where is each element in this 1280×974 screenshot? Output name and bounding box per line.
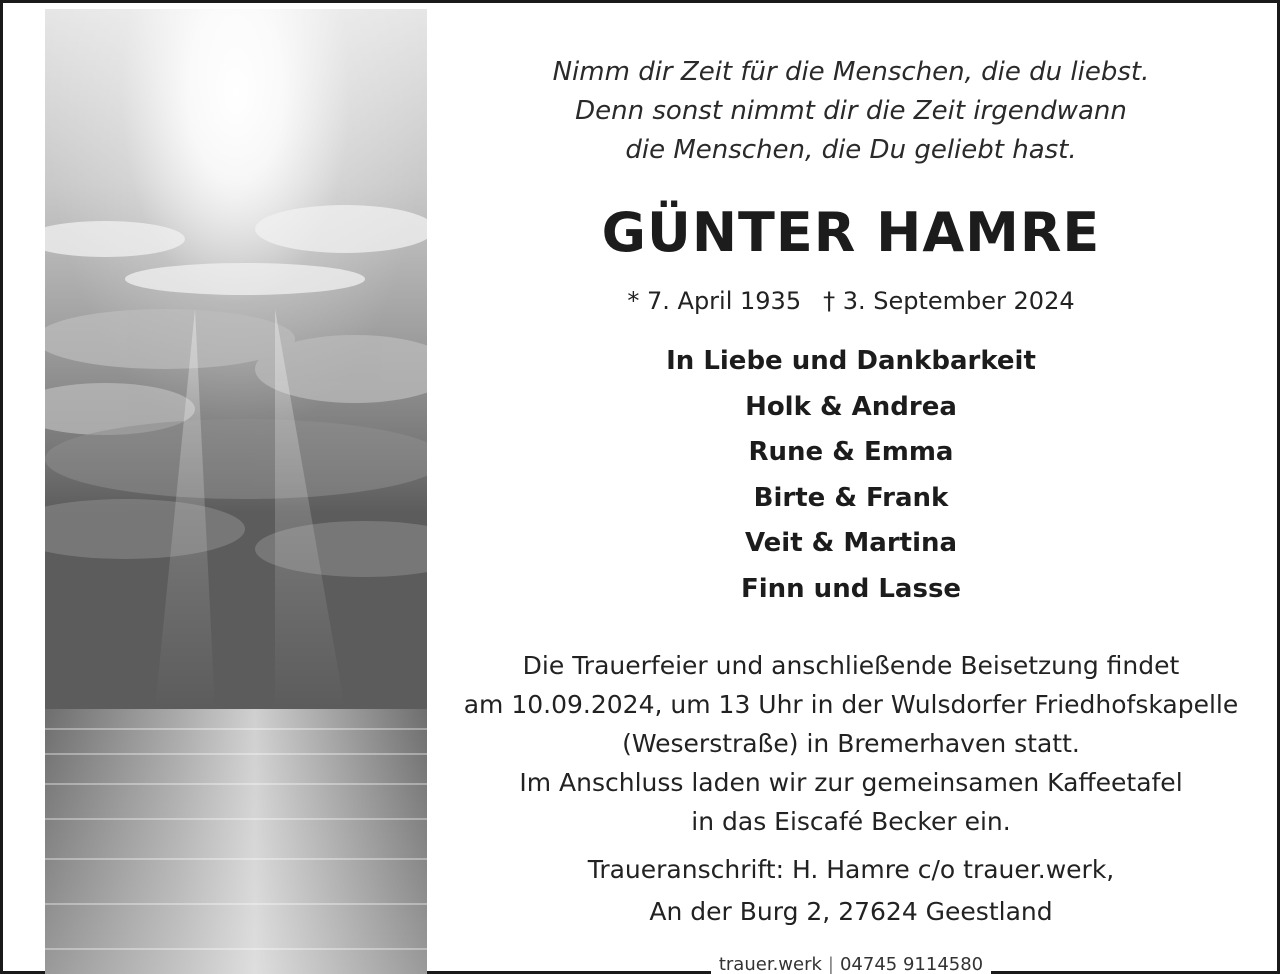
footer-divider: | [827,954,834,974]
mourning-address [443,849,1259,933]
ceremony-line: (Weserstraße) in Bremerhaven statt. [622,729,1080,758]
address-line: An der Burg 2, 27624 Geestland [649,897,1053,926]
mourners-intro: In Liebe und Dankbarkeit [666,346,1036,376]
footer [443,953,1259,974]
mourner-name: Holk & Andrea [745,391,957,422]
death-date: † 3. September 2024 [823,287,1075,315]
birth-date: * 7. April 1935 [627,287,802,315]
life-dates [443,284,1259,318]
quote-line: die Menschen, die Du geliebt hast. [625,135,1077,165]
notice-text [443,3,1259,974]
ceremony-details [443,646,1259,841]
ceremony-line: Die Trauerfeier und anschließende Beisetzung findet [522,651,1180,680]
ceremony-line: Im Anschluss laden wir zur gemeinsamen Kaffeetafel [519,768,1183,797]
quote-line: Nimm dir Zeit für die Menschen, die du liebst. [552,57,1150,87]
sun-over-sea-icon [45,9,427,974]
mourner-name: Birte & Frank [753,482,949,513]
mourner-name: Finn und Lasse [740,573,962,604]
memorial-quote [443,53,1259,170]
footer-phone: 04745 9114580 [839,954,984,974]
sun-over-sea-image [45,9,427,974]
footer-company: trauer.werk [718,954,822,974]
deceased-name: GÜNTER HAMRE [601,201,1101,264]
address-line: Traueranschrift: H. Hamre c/o trauer.werk, [587,855,1115,884]
footer-imprint [711,953,991,974]
ceremony-line: am 10.09.2024, um 13 Uhr in der Wulsdorfer Friedhofskapelle [463,690,1239,719]
mourner-name: Rune & Emma [748,437,954,468]
ceremony-line: in das Eiscafé Becker ein. [691,807,1011,836]
quote-line: Denn sonst nimmt dir die Zeit irgendwann [575,96,1127,126]
mourners-list [443,339,1259,613]
mourner-name: Veit & Martina [744,528,958,559]
